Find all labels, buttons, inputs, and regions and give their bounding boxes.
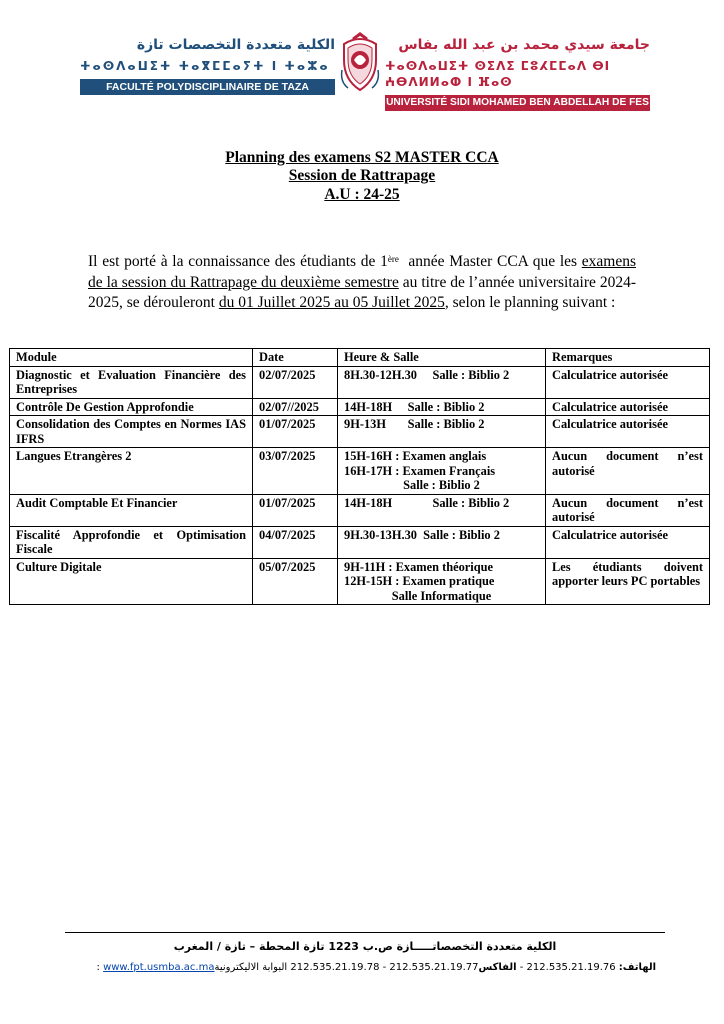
cell-module: Diagnostic et Evaluation Financière des Entreprises xyxy=(10,366,253,398)
cell-remarques: Aucun document n’est autorisé xyxy=(546,494,710,526)
header-module: Module xyxy=(10,349,253,367)
header-remarques: Remarques xyxy=(546,349,710,367)
faculty-name-tifinagh: ⵜⴰⵙⴷⴰⵡⵉⵜ ⵜⴰⴳⵎⵎⴰⵢⵜ ⵏ ⵜⴰⵣⴰ xyxy=(80,59,330,73)
cell-heure xyxy=(338,398,546,416)
cell-module: Consolidation des Comptes en Normes IAS IFRS xyxy=(10,416,253,448)
table-row xyxy=(10,366,710,398)
letterhead xyxy=(0,0,724,110)
footer-address: الكلية متعددة التخصصاتـــــازة ص.ب 1223 تازة المحطة – تازة / المغرب xyxy=(173,940,557,953)
document-title: Planning des examens S2 MASTER CCA xyxy=(225,149,499,166)
intro-text-1: Il est porté à la connaissance des étudiants de 1 xyxy=(88,253,388,270)
heure-line: Salle Informatique xyxy=(391,588,492,603)
intro-underlined-session: examens de la session du Rattrapage du deuxième semestre xyxy=(88,253,637,291)
cell-module: Culture Digitale xyxy=(10,558,253,605)
cell-remarques: Calculatrice autorisée xyxy=(546,416,710,448)
heure-line: 14H-18H Salle : Biblio 2 xyxy=(344,399,485,414)
cell-heure xyxy=(338,416,546,448)
cell-module: Contrôle De Gestion Approfondie xyxy=(10,398,253,416)
heure-line: 9H.30-13H.30 Salle : Biblio 2 xyxy=(344,527,500,542)
heure-line: 14H-18H Salle : Biblio 2 xyxy=(344,495,510,510)
footer-fax: 212.535.21.19.77 - 212.535.21.19.78 xyxy=(290,962,479,973)
heure-line: 8H.30-12H.30 Salle : Biblio 2 xyxy=(344,367,510,382)
intro-text-4: , selon le planning suivant : xyxy=(444,294,616,311)
footer-portal-label: البوابة الاليكترونية xyxy=(214,962,288,973)
cell-heure xyxy=(338,448,546,495)
table-row xyxy=(10,494,710,526)
footer-phone: 212.535.21.19.76 - xyxy=(519,962,616,973)
cell-heure xyxy=(338,526,546,558)
university-block xyxy=(385,36,650,111)
cell-heure xyxy=(338,494,546,526)
heure-line: Salle : Biblio 2 xyxy=(403,478,480,492)
cell-heure xyxy=(338,558,546,605)
university-emblem-icon xyxy=(338,30,382,94)
table-row xyxy=(10,558,710,605)
university-name-arabic: جامعة سيدي محمد بن عبد الله بفاس xyxy=(398,37,650,53)
cell-remarques: Aucun document n’est autorisé xyxy=(546,448,710,495)
faculty-block xyxy=(80,36,335,95)
footer-divider xyxy=(65,932,665,933)
footer-phone-label: الهاتف: xyxy=(618,962,656,973)
table-row xyxy=(10,526,710,558)
footer-website-link[interactable]: www.fpt.usmba.ac.ma xyxy=(103,962,215,973)
cell-date: 05/07/2025 xyxy=(253,558,338,605)
header-heure-salle: Heure & Salle xyxy=(338,349,546,367)
faculty-name-french: FACULTÉ POLYDISCIPLINAIRE DE TAZA xyxy=(80,79,335,95)
cell-date: 02/07//2025 xyxy=(253,398,338,416)
table-row xyxy=(10,398,710,416)
cell-date: 02/07/2025 xyxy=(253,366,338,398)
exam-schedule-table xyxy=(9,348,710,605)
cell-heure xyxy=(338,366,546,398)
intro-paragraph xyxy=(88,252,636,314)
heure-line: 9H-13H Salle : Biblio 2 xyxy=(344,417,485,431)
heure-line: 16H-17H : Examen Français xyxy=(344,463,496,478)
heure-line: 15H-16H : Examen anglais xyxy=(344,449,487,463)
session-title: Session de Rattrapage xyxy=(288,167,436,184)
cell-remarques: Calculatrice autorisée xyxy=(546,398,710,416)
cell-module: Langues Etrangères 2 xyxy=(10,448,253,495)
intro-sup: ère xyxy=(387,254,399,264)
heure-line: 12H-15H : Examen pratique xyxy=(344,574,495,588)
header-date: Date xyxy=(253,349,338,367)
cell-date: 04/07/2025 xyxy=(253,526,338,558)
footer-fax-label: الفاكس xyxy=(478,962,517,973)
cell-remarques: Calculatrice autorisée xyxy=(546,366,710,398)
intro-text-2: année Master CCA que les xyxy=(398,253,578,270)
cell-remarques: Calculatrice autorisée xyxy=(546,526,710,558)
cell-module: Fiscalité Approfondie et Optimisation Fiscale xyxy=(10,526,253,558)
cell-remarques: Les étudiants doivent apporter leurs PC portables xyxy=(546,558,710,605)
cell-date: 03/07/2025 xyxy=(253,448,338,495)
faculty-name-arabic: الكلية متعددة التخصصات تازة xyxy=(136,37,335,53)
footer-contacts xyxy=(96,962,656,973)
cell-date: 01/07/2025 xyxy=(253,416,338,448)
university-name-french: UNIVERSITÉ SIDI MOHAMED BEN ABDELLAH DE FES xyxy=(385,95,650,111)
university-name-tifinagh: ⵜⴰⵙⴷⴰⵡⵉⵜ ⵙⵉⴷⵉ ⵎⵓⵃⵎⵎⴰⴷ ⴱⵏ ⵄⴱⴷⵍⵍⴰⵀ ⵏ ⴼⴰⵙ xyxy=(385,59,611,89)
footer-trail: : xyxy=(96,962,100,973)
table-header-row xyxy=(10,349,710,367)
cell-date: 01/07/2025 xyxy=(253,494,338,526)
academic-year-title: A.U : 24-25 xyxy=(324,186,400,203)
table-row xyxy=(10,416,710,448)
intro-text-3: au titre de l’année universitaire 2024-2025, se dérouleront xyxy=(88,273,636,311)
cell-module: Audit Comptable Et Financier xyxy=(10,494,253,526)
table-row xyxy=(10,448,710,495)
intro-underlined-dates: du 01 Juillet 2025 au 05 Juillet 2025 xyxy=(218,294,445,311)
heure-line: 9H-11H : Examen théorique xyxy=(344,559,494,574)
